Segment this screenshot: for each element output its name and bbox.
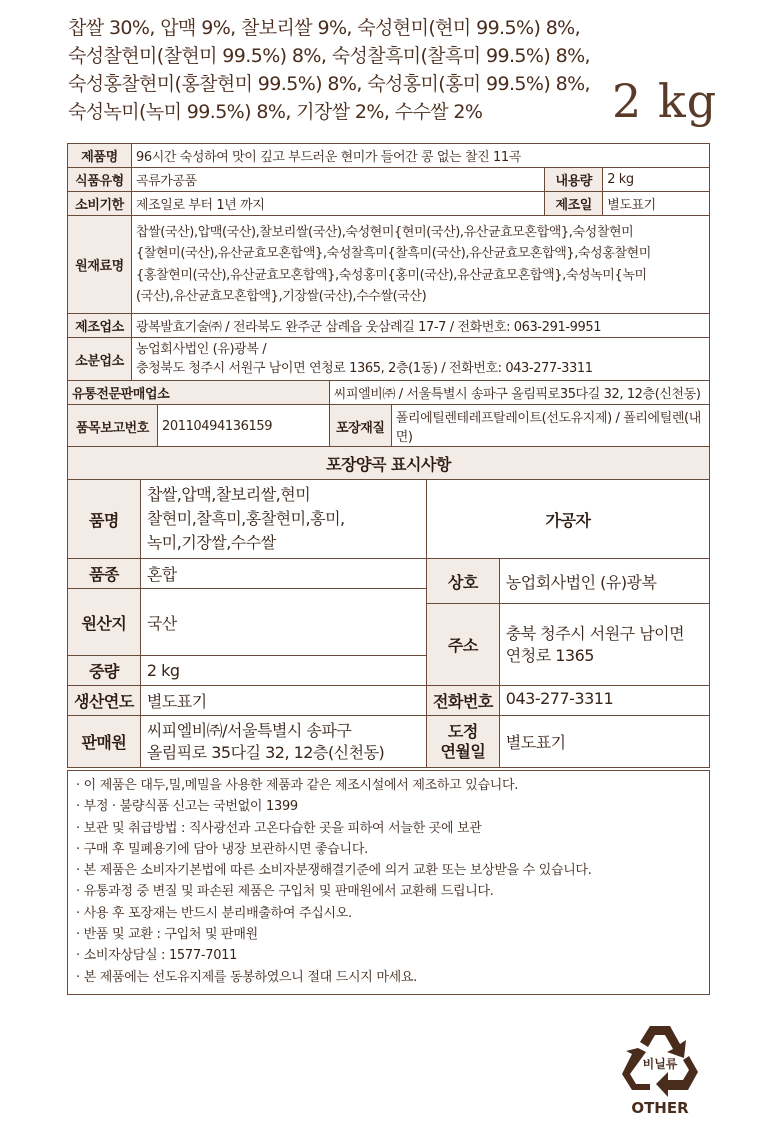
distributor-line: 농업회사법인 (유)광복 / [135, 342, 267, 357]
company-value: 농업회사법인 (유)광복 [499, 559, 709, 604]
product-name-label: 제품명 [68, 144, 132, 168]
ingredient-summary [68, 14, 608, 126]
notice-line: · 반품 및 교환 : 구입처 및 판매원 [76, 927, 258, 943]
recycle-material-text: 비닐류 [642, 1057, 678, 1071]
manufacturer-value: 광복발효기술㈜ / 전라북도 완주군 삼례읍 웃삼례길 17-7 / 전화번호: 063-291-9951 [131, 314, 709, 338]
product-info-table [67, 143, 710, 448]
weight-label: 중량 [68, 656, 141, 686]
production-year-value: 별도표기 [140, 686, 426, 716]
packaging-value: 폴리에틸렌테레프탈레이트(선도유지제) / 폴리에틸렌(내면) [391, 405, 709, 448]
vendor-value [140, 716, 426, 768]
distributor-line: 충청북도 청주시 서원구 남이면 연청로 1365, 2층(1동) / 전화번호: 043-277-3311 [135, 361, 593, 376]
net-weight-large: 2 kg [612, 74, 718, 128]
report-no-label: 품목보고번호 [68, 405, 158, 448]
notice-line: · 부정 · 불량식품 신고는 국번없이 1399 [76, 799, 298, 815]
phone-value: 043-277-3311 [499, 686, 709, 716]
raw-materials-line: {찰현미(국산),유산균효모혼합액},숙성찰흑미{찰흑미(국산),유산균효모혼합액},숙성홍찰현미 [135, 246, 651, 261]
ingredient-line: 숙성녹미(녹미 99.5%) 8%, 기장쌀 2%, 수수쌀 2% [68, 101, 483, 123]
notice-line: · 본 제품은 소비자기본법에 따른 소비자분쟁해결기준에 의거 교환 또는 보상받을 수 있습니다. [76, 863, 592, 879]
food-type-value: 곡류가공품 [131, 168, 544, 192]
item-line: 찰현미,찰흑미,홍찰현미,홍미, [146, 509, 345, 528]
mfg-date-label: 제조일 [545, 192, 603, 216]
recycle-triangle-icon [620, 1018, 700, 1118]
raw-materials-line: {홍찰현미(국산),유산균효모혼합액},숙성홍미{홍미(국산),유산균효모혼합액},숙성녹미{녹미 [135, 267, 647, 283]
manufacturer-label: 제조업소 [68, 314, 132, 338]
ingredient-line: 찹쌀 30%, 압맥 9%, 찰보리쌀 9%, 숙성현미(현미 99.5%) 8%, [68, 17, 581, 39]
distributor-label: 소분업소 [68, 338, 132, 381]
notice-line: · 유통과정 중 변질 및 파손된 제품은 구입처 및 판매원에서 교환해 드립니다. [76, 884, 494, 900]
raw-materials-value [131, 216, 709, 314]
item-value [140, 480, 426, 559]
recycle-category-text: OTHER [631, 1099, 689, 1117]
raw-materials-line: (국산),유산균효모혼합액},기장쌀(국산),수수쌀(국산) [135, 289, 427, 304]
vendor-label: 판매원 [68, 716, 141, 768]
packaging-label: 포장재질 [329, 405, 391, 448]
ingredient-line: 숙성찰현미(찰현미 99.5%) 8%, 숙성찰흑미(찰흑미 99.5%) 8%, [68, 45, 590, 67]
seller-label: 유통전문판매업소 [68, 381, 330, 405]
content-value: 2 kg [603, 168, 710, 192]
notice-line: · 보관 및 취급방법 : 직사광선과 고온다습한 곳을 피하여 서늘한 곳에 보관 [76, 820, 482, 836]
notice-line: · 본 제품에는 선도유지제를 동봉하였으니 절대 드시지 마세요. [76, 969, 417, 985]
production-year-label: 생산연도 [68, 686, 141, 716]
milling-date-value: 별도표기 [499, 716, 709, 768]
weight-value: 2 kg [140, 656, 426, 686]
origin-value: 국산 [140, 589, 426, 656]
address-value [499, 604, 709, 686]
report-no-value: 20110494136159 [157, 405, 329, 448]
ingredient-line: 숙성홍찰현미(홍찰현미 99.5%) 8%, 숙성홍미(홍미 99.5%) 8%, [68, 73, 590, 95]
notice-box [67, 770, 710, 995]
notice-line: · 사용 후 포장재는 반드시 분리배출하여 주십시오. [76, 905, 352, 921]
processor-header: 가공자 [426, 480, 709, 559]
grain-label-title: 포장양곡 표시사항 [68, 447, 710, 480]
raw-materials-label: 원재료명 [68, 216, 132, 314]
distributor-value [131, 338, 709, 381]
item-label: 품명 [68, 480, 141, 559]
raw-materials-line: 찹쌀(국산),압맥(국산),찰보리쌀(국산),숙성현미{현미(국산),유산균효모혼합액},숙성찰현미 [135, 224, 634, 240]
variety-label: 품종 [68, 559, 141, 589]
recycle-mark [620, 1018, 700, 1118]
origin-label: 원산지 [68, 589, 141, 656]
seller-value: 씨피엘비㈜ / 서울특별시 송파구 올림픽로35다길 32, 12층(신천동) [329, 381, 709, 405]
notice-line: · 소비자상담실 : 1577-7011 [76, 948, 238, 964]
address-label: 주소 [426, 604, 499, 686]
product-name-value: 96시간 숙성하여 맛이 깊고 부드러운 현미가 들어간 콩 없는 찰진 11곡 [131, 144, 709, 168]
company-label: 상호 [426, 559, 499, 604]
food-type-label: 식품유형 [68, 168, 132, 192]
expiry-label: 소비기한 [68, 192, 132, 216]
notice-line: · 구매 후 밀폐용기에 담아 냉장 보관하시면 좋습니다. [76, 841, 368, 857]
mfg-date-value: 별도표기 [603, 192, 710, 216]
vendor-line: 씨피엘비㈜/서울특별시 송파구 [146, 720, 352, 740]
content-label: 내용량 [545, 168, 603, 192]
phone-label: 전화번호 [426, 686, 499, 716]
address-line: 충북 청주시 서원구 남이면 [505, 623, 685, 643]
expiry-value: 제조일로 부터 1년 까지 [131, 192, 544, 216]
grain-label-table [67, 446, 710, 768]
notice-line: · 이 제품은 대두,밀,메밀을 사용한 제품과 같은 제조시설에서 제조하고 있습니다. [76, 778, 519, 793]
vendor-line: 올림픽로 35다길 32, 12층(신천동) [146, 742, 385, 762]
milling-date-label: 도정 연월일 [426, 716, 499, 768]
item-line: 찹쌀,압맥,찰보리쌀,현미 [146, 485, 311, 504]
item-line: 녹미,기장쌀,수수쌀 [146, 533, 276, 552]
address-line: 연청로 1365 [505, 645, 594, 665]
variety-value: 혼합 [140, 559, 426, 589]
